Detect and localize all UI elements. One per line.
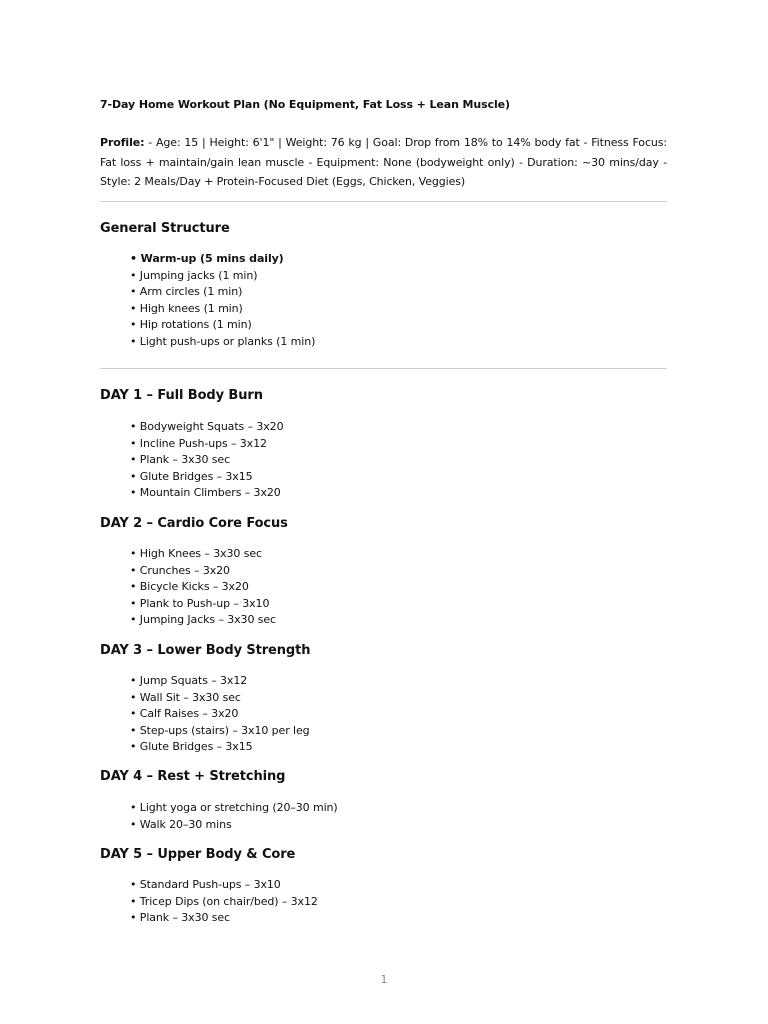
list-item: • Plank – 3x30 sec	[130, 910, 318, 927]
list-item: • Incline Push-ups – 3x12	[130, 436, 283, 453]
profile-paragraph	[100, 133, 667, 192]
list-item: • Wall Sit – 3x30 sec	[130, 690, 310, 707]
warmup-list	[130, 251, 315, 350]
list-item: • Arm circles (1 min)	[130, 284, 315, 301]
day-2-exercise-list	[130, 546, 276, 629]
list-item: • Crunches – 3x20	[130, 563, 276, 580]
list-item: • Bodyweight Squats – 3x20	[130, 419, 283, 436]
list-item: • Bicycle Kicks – 3x20	[130, 579, 276, 596]
document-title: 7-Day Home Workout Plan (No Equipment, Fat Loss + Lean Muscle)	[100, 98, 510, 111]
list-item: • Glute Bridges – 3x15	[130, 469, 283, 486]
section-heading-day-2: DAY 2 – Cardio Core Focus	[100, 516, 288, 531]
list-item: • Mountain Climbers – 3x20	[130, 485, 283, 502]
day-5-exercise-list	[130, 877, 318, 927]
day-4-exercise-list	[130, 800, 338, 833]
day-3-exercise-list	[130, 673, 310, 756]
list-item: • Warm-up (5 mins daily)	[130, 251, 315, 268]
section-heading-day-4: DAY 4 – Rest + Stretching	[100, 769, 286, 784]
list-item: • Jumping Jacks – 3x30 sec	[130, 612, 276, 629]
day-1-exercise-list	[130, 419, 283, 502]
list-item: • Standard Push-ups – 3x10	[130, 877, 318, 894]
profile-text: - Age: 15 | Height: 6'1" | Weight: 76 kg | Goal: Drop from 18% to 14% body fat - Fitness Focus: Fat loss + maintain/gain lean muscle - Equipment: None (bodyweight only) - Duration: ~30 mins/day - Style: 2 Meals/Day + Protein-Focused Diet (Eggs, Chicken, Veggies)	[100, 136, 667, 188]
list-item: • Jump Squats – 3x12	[130, 673, 310, 690]
divider	[100, 368, 667, 369]
section-heading-day-5: DAY 5 – Upper Body & Core	[100, 847, 296, 862]
list-item: • Tricep Dips (on chair/bed) – 3x12	[130, 894, 318, 911]
list-item: • Light push-ups or planks (1 min)	[130, 334, 315, 351]
list-item: • Light yoga or stretching (20–30 min)	[130, 800, 338, 817]
divider	[100, 201, 667, 202]
page-number: 1	[380, 973, 388, 986]
section-heading-day-1: DAY 1 – Full Body Burn	[100, 388, 263, 403]
profile-label: Profile:	[100, 136, 145, 149]
section-heading-day-3: DAY 3 – Lower Body Strength	[100, 643, 311, 658]
list-item: • Plank – 3x30 sec	[130, 452, 283, 469]
list-item: • High knees (1 min)	[130, 301, 315, 318]
list-item: • Walk 20–30 mins	[130, 817, 338, 834]
list-item: • High Knees – 3x30 sec	[130, 546, 276, 563]
list-item: • Jumping jacks (1 min)	[130, 268, 315, 285]
list-item: • Hip rotations (1 min)	[130, 317, 315, 334]
list-item: • Calf Raises – 3x20	[130, 706, 310, 723]
list-item: • Plank to Push-up – 3x10	[130, 596, 276, 613]
list-item: • Glute Bridges – 3x15	[130, 739, 310, 756]
list-item: • Step-ups (stairs) – 3x10 per leg	[130, 723, 310, 740]
section-heading-general: General Structure	[100, 221, 230, 236]
